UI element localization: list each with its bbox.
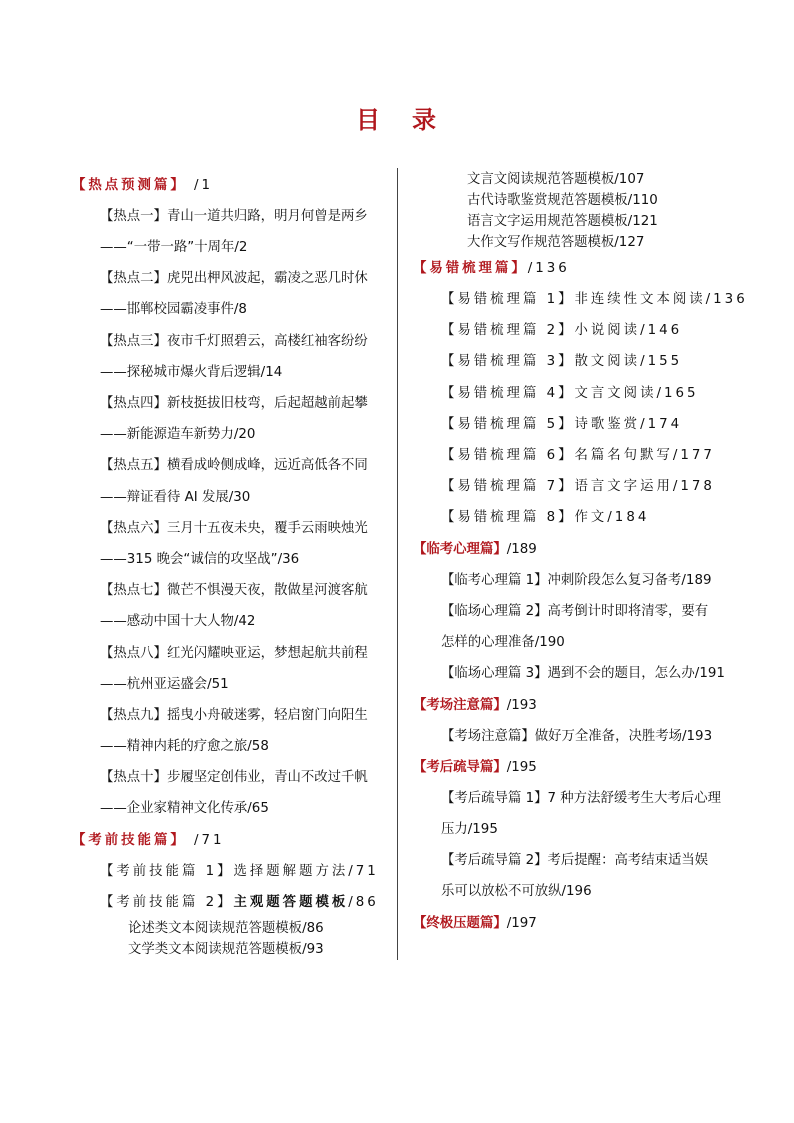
entry-text: 诗歌鉴赏/174	[574, 417, 683, 432]
toc-entry-hot-8[interactable]	[100, 645, 368, 663]
entry-tag: 【热点六】	[100, 521, 167, 536]
entry-tag: 【易错梳理篇 8】	[441, 510, 575, 525]
toc-entry-error-7[interactable]	[441, 478, 715, 496]
toc-template-item[interactable]: 语言文字运用规范答题模板/121	[467, 214, 658, 229]
entry-page: /86	[348, 895, 379, 910]
entry-text: 横看成岭侧成峰，远近高低各不同	[166, 458, 368, 473]
entry-tag: 【热点二】	[100, 271, 167, 286]
toc-entry-psych-2[interactable]: 【临场心理篇 2】高考倒计时即将清零，要有	[441, 604, 709, 619]
entry-tag: 【易错梳理篇 1】	[441, 292, 575, 307]
toc-template-item[interactable]: 文学类文本阅读规范答题模板/93	[128, 942, 324, 957]
entry-text: 名篇名句默写/177	[574, 448, 715, 463]
entry-tag: 【易错梳理篇 3】	[441, 354, 575, 369]
toc-entry-hot-7-sub[interactable]	[100, 613, 255, 631]
entry-text: 步履坚定创伟业，青山不改过千帆	[166, 770, 368, 785]
entry-text: 三月十五夜未央，覆手云雨映烛光	[166, 521, 368, 536]
entry-text: 语言文字运用/178	[574, 479, 715, 494]
toc-entry-skill-2[interactable]	[100, 894, 379, 912]
entry-text: 微芒不惧漫天夜，散做星河渡客航	[166, 583, 368, 598]
toc-template-item[interactable]: 文言文阅读规范答题模板/107	[467, 172, 645, 187]
entry-subtitle: ——杭州亚运盛会/51	[100, 677, 229, 692]
toc-entry-hot-1[interactable]	[100, 208, 368, 226]
section-page: /195	[506, 760, 537, 775]
toc-template-item[interactable]: 论述类文本阅读规范答题模板/86	[128, 921, 324, 936]
section-page: /193	[506, 698, 537, 713]
toc-entry-hot-10[interactable]	[100, 769, 368, 787]
toc-entry-post-1-cont[interactable]: 压力/195	[441, 822, 498, 837]
entry-tag: 【考前技能篇 1】	[100, 864, 234, 879]
entry-text: 主观题答题模板	[233, 895, 349, 910]
toc-entry-hot-1-sub[interactable]	[100, 239, 247, 257]
section-pre-exam-psychology[interactable]	[413, 541, 537, 559]
toc-entry-error-6[interactable]	[441, 447, 715, 465]
toc-entry-post-2-cont[interactable]: 乐可以放松不可放纵/196	[441, 884, 592, 899]
toc-entry-hot-6[interactable]	[100, 520, 368, 538]
title-char-1: 目	[356, 106, 382, 134]
section-page: /1	[194, 178, 214, 193]
toc-entry-error-8[interactable]	[441, 509, 649, 527]
section-page: /197	[506, 916, 537, 931]
toc-entry-hot-7[interactable]	[100, 582, 368, 600]
toc-entry-skill-1[interactable]	[100, 863, 379, 881]
entry-tag: 【热点四】	[100, 396, 167, 411]
entry-subtitle: ——“一带一路”十周年/2	[100, 240, 248, 255]
entry-text: 红光闪耀映亚运，梦想起航共前程	[166, 646, 368, 661]
section-exam-notes[interactable]	[413, 697, 537, 715]
toc-entry-hot-4[interactable]	[100, 395, 368, 413]
entry-subtitle: ——探秘城市爆火背后逻辑/14	[100, 365, 283, 380]
toc-entry-hot-8-sub[interactable]	[100, 676, 229, 694]
toc-entry-hot-10-sub[interactable]	[100, 800, 269, 818]
entry-text: 作文/184	[574, 510, 650, 525]
entry-tag: 【热点一】	[100, 209, 167, 224]
toc-entry-hot-5-sub[interactable]	[100, 489, 250, 507]
toc-entry-post-1[interactable]: 【考后疏导篇 1】7 种方法舒缓考生大考后心理	[441, 791, 721, 806]
toc-entry-error-2[interactable]	[441, 322, 682, 340]
entry-tag: 【易错梳理篇 4】	[441, 386, 575, 401]
section-page: /136	[527, 261, 570, 276]
entry-text: 选择题解题方法	[233, 864, 349, 879]
toc-entry-hot-5[interactable]	[100, 457, 368, 475]
toc-template-item[interactable]: 古代诗歌鉴赏规范答题模板/110	[467, 193, 658, 208]
section-label: 【易错梳理篇】	[413, 261, 528, 276]
entry-subtitle: ——企业家精神文化传承/65	[100, 801, 269, 816]
toc-entry-hot-9[interactable]	[100, 707, 368, 725]
entry-subtitle: ——感动中国十大人物/42	[100, 614, 256, 629]
entry-page: /71	[348, 864, 379, 879]
entry-subtitle: ——精神内耗的疗愈之旅/58	[100, 739, 269, 754]
column-divider	[397, 168, 398, 960]
toc-entry-psych-1[interactable]: 【临考心理篇 1】冲刺阶段怎么复习备考/189	[441, 573, 712, 588]
entry-tag: 【易错梳理篇 7】	[441, 479, 575, 494]
section-label: 【考前技能篇】	[72, 833, 187, 848]
entry-tag: 【易错梳理篇 5】	[441, 417, 575, 432]
toc-entry-post-2[interactable]: 【考后疏导篇 2】考后提醒：高考结束适当娱	[441, 853, 709, 868]
toc-entry-hot-3[interactable]	[100, 333, 368, 351]
toc-entry-hot-2[interactable]	[100, 270, 368, 288]
section-label: 【考场注意篇】	[413, 698, 507, 713]
section-label: 【热点预测篇】	[72, 178, 187, 193]
entry-tag: 【考前技能篇 2】	[100, 895, 234, 910]
entry-text: 散文阅读/155	[574, 354, 683, 369]
section-label: 【考后疏导篇】	[413, 760, 507, 775]
entry-tag: 【热点七】	[100, 583, 167, 598]
toc-entry-error-1[interactable]	[441, 291, 748, 309]
entry-text: 文言文阅读/165	[574, 386, 699, 401]
toc-entry-psych-3[interactable]: 【临场心理篇 3】遇到不会的题目，怎么办/191	[441, 666, 725, 681]
toc-entry-hot-3-sub[interactable]	[100, 364, 282, 382]
section-final-predictions[interactable]	[413, 915, 537, 933]
page-title	[0, 100, 794, 135]
toc-entry-hot-6-sub[interactable]	[100, 551, 299, 569]
toc-entry-psych-2-cont[interactable]: 怎样的心理准备/190	[441, 635, 565, 650]
toc-entry-hot-9-sub[interactable]	[100, 738, 269, 756]
entry-tag: 【热点三】	[100, 334, 167, 349]
section-label: 【终极压题篇】	[413, 916, 507, 931]
toc-entry-hot-2-sub[interactable]	[100, 301, 247, 319]
entry-tag: 【热点五】	[100, 458, 167, 473]
entry-tag: 【易错梳理篇 2】	[441, 323, 575, 338]
section-label: 【临考心理篇】	[413, 542, 507, 557]
entry-text: 摇曳小舟破迷雾，轻启窗门向阳生	[166, 708, 368, 723]
entry-text: 夜市千灯照碧云，高楼红袖客纷纷	[166, 334, 368, 349]
toc-entry-exam-1[interactable]: 【考场注意篇】做好万全准备，决胜考场/193	[441, 729, 713, 744]
entry-tag: 【易错梳理篇 6】	[441, 448, 575, 463]
section-post-exam[interactable]	[413, 759, 537, 777]
entry-subtitle: ——新能源造车新势力/20	[100, 427, 256, 442]
section-page: /189	[506, 542, 537, 557]
toc-entry-error-4[interactable]	[441, 385, 699, 403]
toc-entry-error-3[interactable]	[441, 353, 682, 371]
title-char-2: 录	[412, 106, 438, 134]
entry-text: 青山一道共归路，明月何曾是两乡	[166, 209, 368, 224]
entry-subtitle: ——邯郸校园霸凌事件/8	[100, 302, 247, 317]
entry-subtitle: ——315 晚会“诚信的攻坚战”/36	[100, 552, 300, 567]
section-hot-prediction[interactable]	[72, 177, 213, 195]
entry-tag: 【热点九】	[100, 708, 167, 723]
entry-text: 虎兕出柙风波起，霸凌之恶几时休	[166, 271, 368, 286]
entry-text: 小说阅读/146	[574, 323, 683, 338]
entry-subtitle: ——辩证看待 AI 发展/30	[100, 490, 251, 505]
section-pre-exam-skills[interactable]	[72, 832, 225, 850]
entry-text: 新枝挺拔旧枝弯，后起超越前起攀	[166, 396, 368, 411]
section-error-review[interactable]	[413, 260, 570, 278]
toc-template-item[interactable]: 大作文写作规范答题模板/127	[467, 235, 645, 250]
toc-entry-hot-4-sub[interactable]	[100, 426, 255, 444]
toc-entry-error-5[interactable]	[441, 416, 682, 434]
entry-tag: 【热点八】	[100, 646, 167, 661]
section-page: /71	[194, 833, 225, 848]
entry-text: 非连续性文本阅读/136	[574, 292, 748, 307]
entry-tag: 【热点十】	[100, 770, 167, 785]
